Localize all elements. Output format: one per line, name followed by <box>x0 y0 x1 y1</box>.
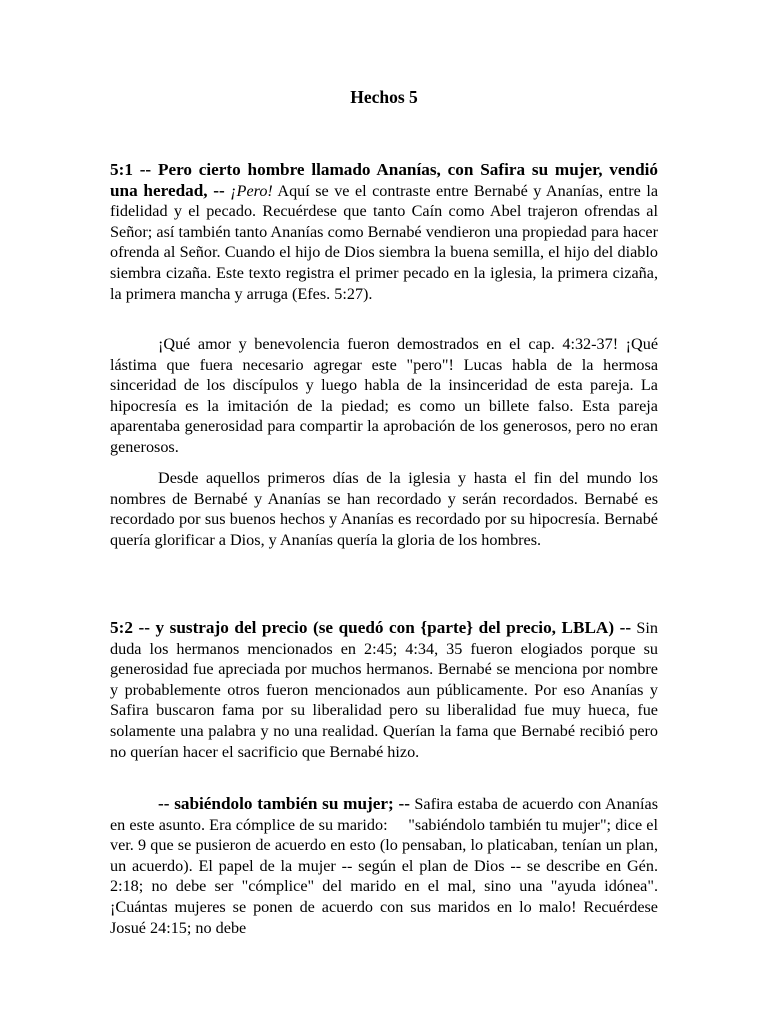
commentary-paragraph-3: Desde aquellos primeros días de la iglesia y hasta el fin del mundo los nombres de Bernabé y Ananías se han recordado y serán recordados. Bernabé es recordado por sus buenos hechos y Ananías es recordado por su hipocresía. Bernabé quería glorificar a Dios, y Ananías quería la gloria de los hombres. <box>110 469 658 549</box>
verse-5-2b-body: Safira estaba de acuerdo con Ananías en este asunto. Era cómplice de su marido: "sabiéndolo también tu mujer"; dice el ver. 9 que se pusieron de acuerdo en esto (lo pensaban, lo platicaban, tenían un plan, un acuerdo). El papel de la mujer -- según el plan de Dios -- se describe en Gén. 2:18; no debe ser "cómplice" del marido en el mal, sino una "ayuda idónea". ¡Cuántas mujeres se ponen de acuerdo con sus maridos en lo malo! Recuérdese Josué 24:15; no debe <box>110 795 663 937</box>
page-title: Hechos 5 <box>350 87 418 107</box>
commentary-paragraph-2: ¡Qué amor y benevolencia fueron demostrados en el cap. 4:32-37! ¡Qué lástima que fuera necesario agregar este "pero"! Lucas habla de la hermosa sinceridad de los discípulos y luego habla de la insinceridad de esta pareja. La hipocresía es la imitación de la piedad; es como un billete falso. Esta pareja aparentaba generosidad para compartir la aprobación de los generosos, pero no eran generosos. <box>110 335 658 456</box>
verse-5-1-body: Aquí se ve el contraste entre Bernabé y Ananías, entre la fidelidad y el pecado. Recuérdese que tanto Caín como Abel trajeron ofrendas al Señor; así también tanto Ananías como Bernabé vendieron una propiedad para hacer ofrenda al Señor. Cuando el hijo de Dios siembra la buena semilla, el hijo del diablo siembra cizaña. Este texto registra el primer pecado en la iglesia, la primera cizaña, la primera mancha y arruga (Efes. 5:27). <box>110 181 659 303</box>
verse-5-1-paragraph <box>110 160 658 304</box>
verse-5-2-heading: 5:2 -- y sustrajo del precio (se quedó con {parte} del precio, LBLA) -- <box>110 618 632 637</box>
verse-5-1-emphasis: ¡Pero! <box>230 181 273 200</box>
verse-5-2b-heading: -- sabiéndolo también su mujer; -- <box>158 794 410 813</box>
verse-5-2b-paragraph <box>110 794 663 938</box>
verse-5-1-heading: 5:1 -- Pero cierto hombre llamado Ananías, con Safira su mujer, vendió una heredad, -- <box>110 160 658 200</box>
verse-5-2-body: Sin duda los hermanos mencionados en 2:45; 4:34, 35 fueron elogiados porque su generosidad fue apreciada por muchos hermanos. Bernabé se menciona por nombre y probablemente otros fueron mencionados aun públicamente. Por eso Ananías y Safira buscaron fama por su liberalidad pero su liberalidad fue muy hueca, fue solamente una palabra y no una realidad. Querían la fama que Bernabé recibió pero no querían hacer el sacrificio que Bernabé hizo. <box>110 619 658 761</box>
verse-5-2-paragraph <box>110 618 658 762</box>
